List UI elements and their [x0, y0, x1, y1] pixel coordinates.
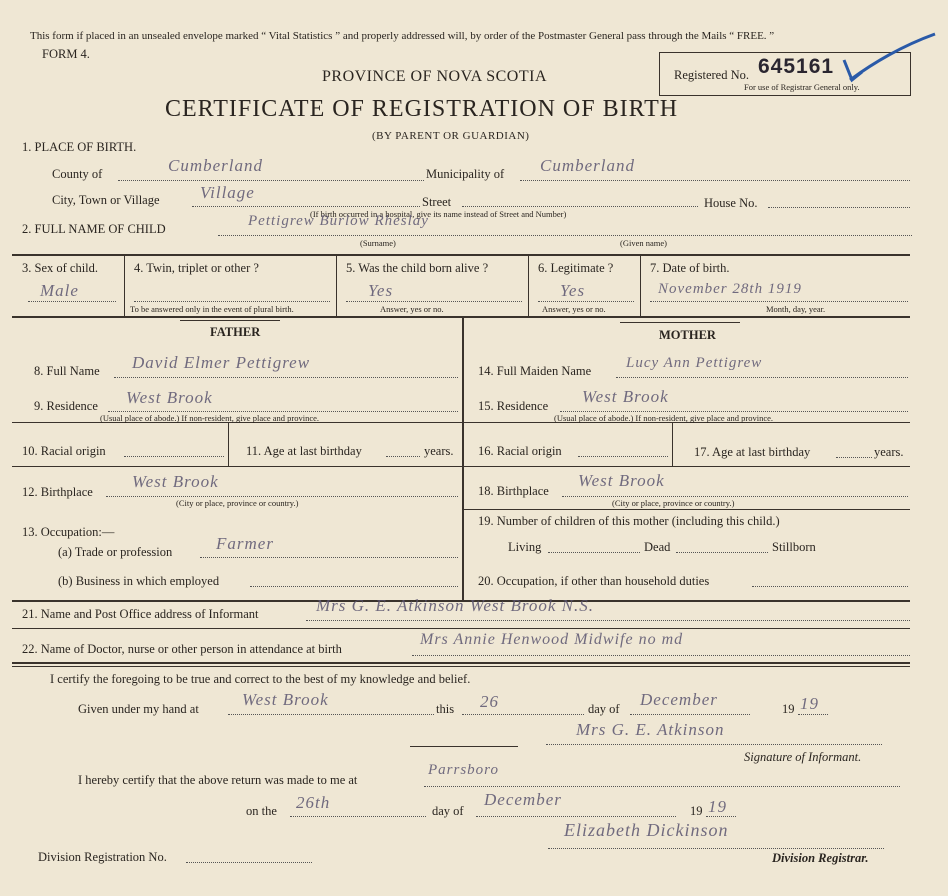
- doctor-value: Mrs Annie Henwood Midwife no md: [420, 631, 684, 648]
- business-label: (b) Business in which employed: [58, 574, 220, 588]
- children-label: 19. Number of children of this mother (including this child.): [478, 514, 780, 528]
- surname-label: (Surname): [360, 238, 396, 248]
- twin-label: 4. Twin, triplet or other ?: [134, 261, 259, 275]
- registrar-place-value: Parrsboro: [428, 762, 499, 778]
- municipality-label: Municipality of: [426, 167, 505, 181]
- dob-note: Month, day, year.: [766, 304, 826, 314]
- city-value: Village: [200, 183, 255, 202]
- certify-line: I certify the foregoing to be true and correct to the best of my knowledge and belief.: [50, 672, 471, 686]
- child-name-label: 2. FULL NAME OF CHILD: [22, 222, 166, 236]
- father-racial-label: 10. Racial origin: [22, 444, 106, 458]
- father-residence-label: 9. Residence: [34, 399, 98, 413]
- living-label: Living: [508, 540, 542, 554]
- trade-label: (a) Trade or profession: [58, 545, 173, 559]
- dob-value: November 28th 1919: [658, 281, 802, 297]
- trade-value: Farmer: [216, 534, 274, 553]
- informant-signature-label: Signature of Informant.: [744, 750, 862, 764]
- sex-label: 3. Sex of child.: [22, 261, 99, 275]
- father-birthplace-label: 12. Birthplace: [22, 485, 93, 499]
- dead-label: Dead: [644, 540, 671, 554]
- father-name-label: 8. Full Name: [34, 364, 100, 378]
- registered-number: 645161: [758, 55, 835, 78]
- province-heading: PROVINCE OF NOVA SCOTIA: [322, 68, 548, 85]
- registrar-year-value: 19: [708, 797, 727, 816]
- occupation-label: 13. Occupation:—: [22, 525, 115, 539]
- given-day-of-label: day of: [588, 702, 620, 716]
- mother-birthplace-note: (City or place, province or country.): [612, 498, 735, 508]
- mother-birthplace-label: 18. Birthplace: [478, 484, 549, 498]
- registrar-line: I hereby certify that the above return was made to me at: [78, 773, 358, 787]
- given-place-value: West Brook: [242, 690, 329, 709]
- registrar-day-of-label: day of: [432, 804, 464, 818]
- mother-residence-label: 15. Residence: [478, 399, 549, 413]
- father-years: years.: [424, 444, 454, 458]
- registered-label: Registered No.: [674, 68, 749, 82]
- postal-notice: This form if placed in an unsealed envelope marked “ Vital Statistics ” and properly addressed will, by order of the Postmaster General pass through the Mails “ FREE. ”: [30, 30, 775, 42]
- mother-residence-note: (Usual place of abode.) If non-resident, give place and province.: [554, 413, 774, 423]
- division-registration-label: Division Registration No.: [38, 850, 167, 864]
- given-month-value: December: [640, 690, 718, 709]
- mother-racial-label: 16. Racial origin: [478, 444, 562, 458]
- mother-occupation-label: 20. Occupation, if other than household duties: [478, 574, 710, 588]
- alive-note: Answer, yes or no.: [380, 304, 444, 314]
- certificate-subtitle: (BY PARENT OR GUARDIAN): [372, 130, 530, 142]
- legitimate-label: 6. Legitimate ?: [538, 261, 614, 275]
- twin-note: To be answered only in the event of plural birth.: [130, 304, 294, 314]
- informant-signature: Mrs G. E. Atkinson: [576, 720, 725, 739]
- registered-note: For use of Registrar General only.: [744, 82, 860, 92]
- child-name-value: Pettigrew Burlow Rheslay: [248, 213, 429, 229]
- registrar-year-prefix: 19: [690, 804, 703, 818]
- given-under-label: Given under my hand at: [78, 702, 199, 716]
- municipality-value: Cumberland: [540, 156, 635, 175]
- mother-age-label: 17. Age at last birthday: [694, 445, 811, 459]
- county-value: Cumberland: [168, 156, 263, 175]
- father-birthplace-note: (City or place, province or country.): [176, 498, 299, 508]
- informant-label: 21. Name and Post Office address of Informant: [22, 607, 259, 621]
- mother-residence-value: West Brook: [582, 387, 669, 406]
- father-heading: FATHER: [210, 325, 261, 339]
- place-heading: 1. PLACE OF BIRTH.: [22, 140, 137, 154]
- dob-label: 7. Date of birth.: [650, 261, 730, 275]
- street-label: Street: [422, 195, 452, 209]
- father-residence-note: (Usual place of abode.) If non-resident, give place and province.: [100, 413, 320, 423]
- stillborn-label: Stillborn: [772, 540, 816, 554]
- mother-name-value: Lucy Ann Pettigrew: [626, 355, 763, 371]
- father-birthplace-value: West Brook: [132, 472, 219, 491]
- sex-value: Male: [40, 281, 79, 300]
- city-label: City, Town or Village: [52, 193, 160, 207]
- registrar-on-label: on the: [246, 804, 277, 818]
- given-year-value: 19: [800, 694, 819, 713]
- registrar-signature-label: Division Registrar.: [772, 851, 869, 865]
- given-name-label: (Given name): [620, 238, 667, 248]
- father-name-value: David Elmer Pettigrew: [132, 353, 311, 372]
- father-age-label: 11. Age at last birthday: [246, 444, 362, 458]
- doctor-label: 22. Name of Doctor, nurse or other person in attendance at birth: [22, 642, 342, 656]
- registrar-signature: Elizabeth Dickinson: [564, 820, 729, 840]
- form-number: FORM 4.: [42, 47, 90, 61]
- mother-birthplace-value: West Brook: [578, 471, 665, 490]
- mother-name-label: 14. Full Maiden Name: [478, 364, 592, 378]
- given-year-prefix: 19: [782, 702, 795, 716]
- alive-value: Yes: [368, 281, 394, 300]
- this-label: this: [436, 702, 455, 716]
- informant-value: Mrs G. E. Atkinson West Brook N.S.: [316, 596, 594, 615]
- father-residence-value: West Brook: [126, 388, 213, 407]
- alive-label: 5. Was the child born alive ?: [346, 261, 489, 275]
- mother-heading: MOTHER: [659, 328, 716, 342]
- legitimate-value: Yes: [560, 281, 586, 300]
- registrar-month-value: December: [484, 790, 562, 809]
- given-day-value: 26: [480, 692, 499, 711]
- hospital-note: (If birth occurred in a hospital, give its name instead of Street and Number): [310, 209, 567, 219]
- legitimate-note: Answer, yes or no.: [542, 304, 606, 314]
- certificate-title: CERTIFICATE OF REGISTRATION OF BIRTH: [165, 96, 679, 122]
- county-label: County of: [52, 167, 103, 181]
- check-mark-icon: [840, 28, 940, 88]
- house-label: House No.: [704, 196, 758, 210]
- registrar-day-value: 26th: [296, 793, 331, 812]
- mother-years: years.: [874, 445, 904, 459]
